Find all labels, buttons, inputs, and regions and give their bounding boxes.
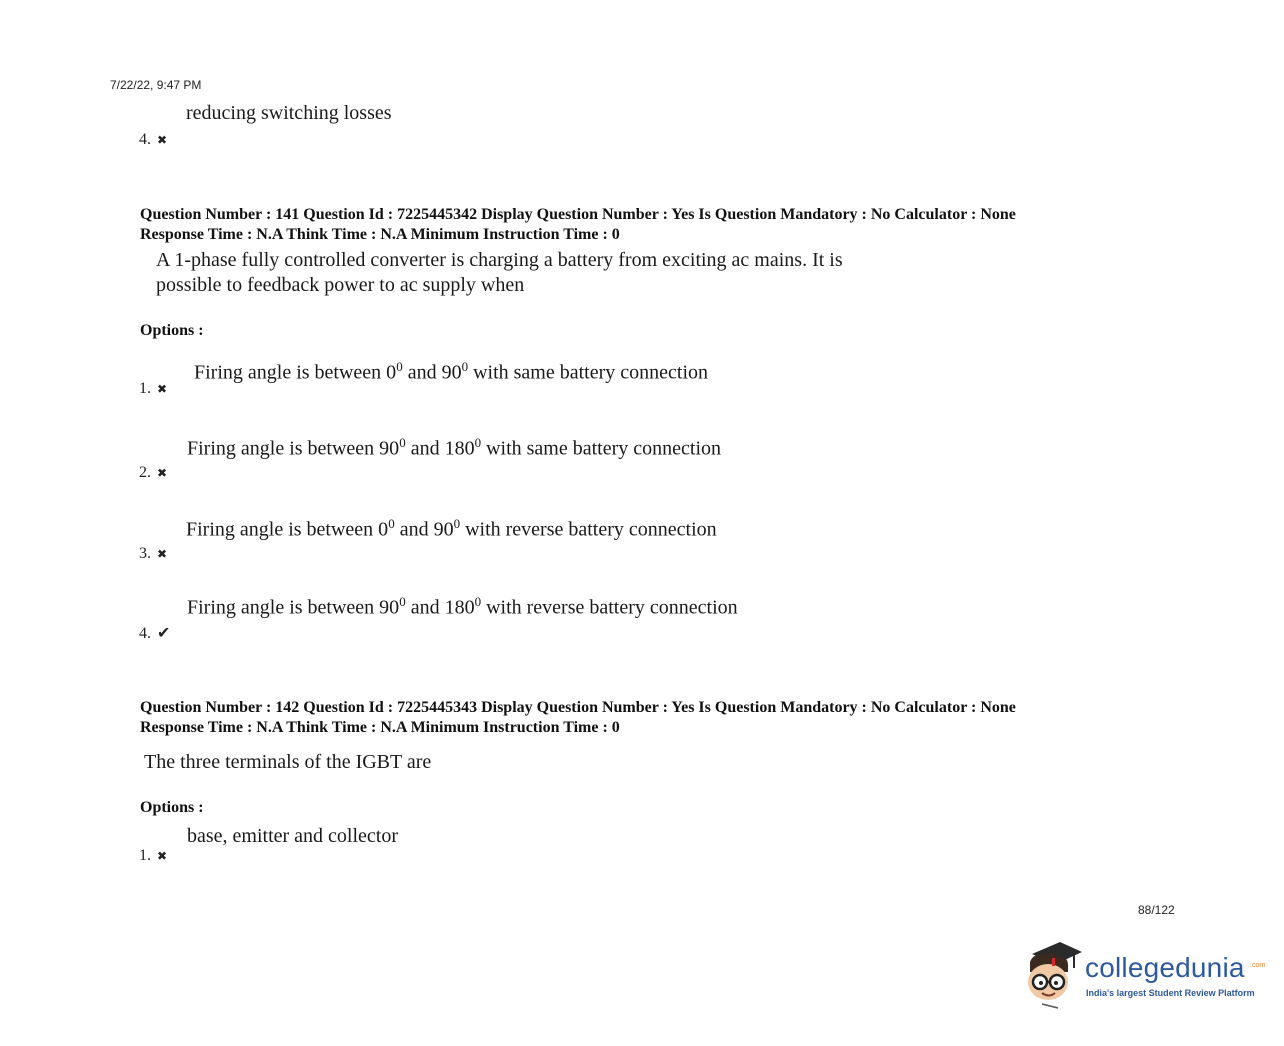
q142-meta-line1: Question Number : 142 Question Id : 7225445343 Display Question Number : Yes Is Question Mandatory : No Calculator : None bbox=[140, 699, 1016, 716]
q141-option-4-number bbox=[139, 623, 170, 643]
option-text-part: with same battery connection bbox=[468, 361, 708, 384]
collegedunia-logo bbox=[1024, 938, 1264, 1012]
option-text-part: with reverse battery connection bbox=[481, 596, 738, 619]
option-text-part: and 180 bbox=[405, 596, 475, 619]
option-text-part: with same battery connection bbox=[481, 437, 721, 460]
degree-superscript: 0 bbox=[453, 516, 461, 531]
q141-meta-line2: Response Time : N.A Think Time : N.A Minimum Instruction Time : 0 bbox=[140, 226, 620, 243]
q141-options-label: Options : bbox=[140, 322, 204, 339]
q141-text-line1: A 1-phase fully controlled converter is charging a battery from exciting ac mains. It is bbox=[156, 249, 843, 271]
option-number-label: 4. bbox=[139, 625, 151, 642]
degree-superscript: 0 bbox=[399, 435, 406, 450]
brand-name: collegedunia bbox=[1085, 952, 1245, 983]
q141-option-1-text bbox=[194, 359, 708, 385]
degree-superscript: 0 bbox=[399, 594, 406, 609]
option-text-part: Firing angle is between 0 bbox=[194, 361, 397, 384]
prev-option-text: reducing switching losses bbox=[186, 102, 392, 124]
option-text-part: and 90 bbox=[394, 518, 454, 541]
option-number-label: 2. bbox=[139, 464, 151, 481]
print-date: 7/22/22, 9:47 PM bbox=[110, 78, 202, 92]
q141-option-3-number bbox=[139, 545, 167, 563]
q141-option-2-number bbox=[139, 464, 167, 482]
option-text-part: and 90 bbox=[402, 361, 462, 384]
q142-meta-line2: Response Time : N.A Think Time : N.A Minimum Instruction Time : 0 bbox=[140, 719, 620, 736]
prev-option-number bbox=[139, 131, 167, 149]
option-text-part: with reverse battery connection bbox=[460, 518, 717, 541]
option-number-label: 3. bbox=[139, 545, 151, 562]
q141-option-3-text bbox=[186, 516, 717, 542]
q141-option-4-text bbox=[187, 594, 738, 620]
checkmark-icon: ✔ bbox=[157, 625, 171, 642]
option-text-part: Firing angle is between 0 bbox=[186, 518, 389, 541]
q142-option-1-text: base, emitter and collector bbox=[187, 825, 399, 847]
option-text-part: Firing angle is between 90 bbox=[187, 596, 400, 619]
q142-options-label: Options : bbox=[140, 799, 204, 816]
cross-icon: ✖ bbox=[157, 547, 168, 561]
cross-icon: ✖ bbox=[157, 382, 168, 396]
page-number: 88/122 bbox=[1138, 903, 1175, 917]
degree-superscript: 0 bbox=[461, 359, 469, 374]
q141-option-1-number bbox=[139, 380, 167, 398]
option-text-part: and 180 bbox=[405, 437, 475, 460]
brand-tagline: India's largest Student Review Platform bbox=[1086, 988, 1255, 998]
option-number-label: 1. bbox=[139, 847, 151, 864]
q142-option-1-number bbox=[139, 847, 167, 865]
q142-text: The three terminals of the IGBT are bbox=[144, 751, 432, 773]
degree-superscript: 0 bbox=[474, 435, 482, 450]
cross-icon: ✖ bbox=[157, 133, 168, 147]
brand-domain-suffix: .com bbox=[1250, 962, 1266, 969]
mascot-icon bbox=[1024, 938, 1084, 1012]
option-number-label: 1. bbox=[139, 380, 151, 397]
q141-meta-line1: Question Number : 141 Question Id : 7225445342 Display Question Number : Yes Is Question Mandatory : No Calculator : None bbox=[140, 206, 1016, 223]
cross-icon: ✖ bbox=[157, 849, 168, 863]
degree-superscript: 0 bbox=[388, 516, 395, 531]
degree-superscript: 0 bbox=[396, 359, 403, 374]
option-number-label: 4. bbox=[139, 131, 151, 148]
degree-superscript: 0 bbox=[474, 594, 482, 609]
cross-icon: ✖ bbox=[157, 466, 168, 480]
option-text-part: Firing angle is between 90 bbox=[187, 437, 400, 460]
q141-text-line2: possible to feedback power to ac supply when bbox=[156, 274, 525, 296]
q141-option-2-text bbox=[187, 435, 721, 461]
